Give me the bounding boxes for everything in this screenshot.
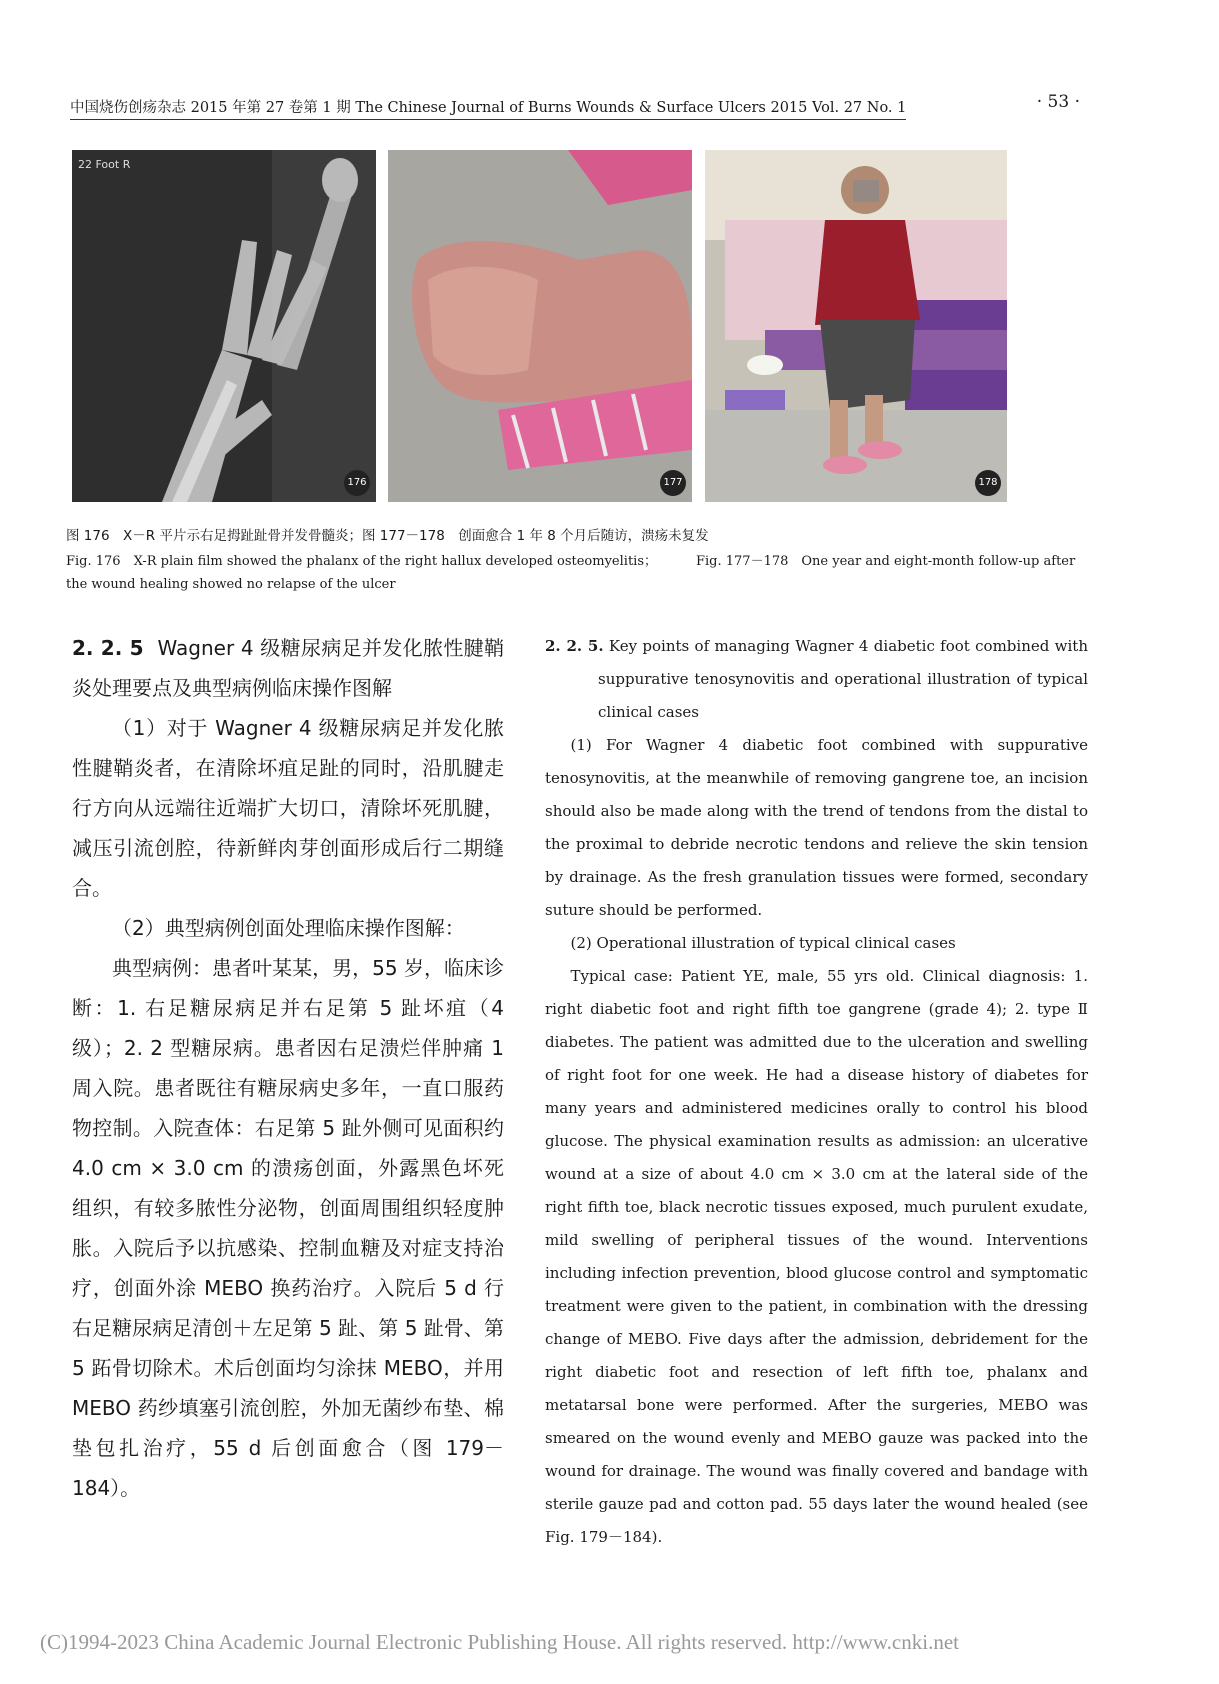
cn-section-heading bbox=[72, 628, 504, 708]
xray-marker: 22 Foot R bbox=[78, 158, 131, 171]
foot-photo-image bbox=[388, 150, 692, 502]
running-header bbox=[70, 92, 1080, 120]
english-column bbox=[545, 630, 1088, 1554]
figure-caption-english bbox=[66, 550, 1086, 596]
figure-178-patient-photo bbox=[705, 150, 1007, 502]
en-paragraph-3: Typical case: Patient YE, male, 55 yrs old. Clinical diagnosis: 1. right diabetic foot and right fifth toe gangrene (grade 4); 2. type Ⅱ diabetes. The patient was admitted due to the ulceration and swelling of right foot for one week. He had a disease history of diabetes for many years and administered medicines orally to control his blood glucose. The physical examination results as admission: an ulcerative wound at a size of about 4.0 cm × 3.0 cm at the lateral side of the right fifth toe, black necrotic tissues exposed, much purulent exudate, mild swelling of peripheral tissues of the wound. Interventions including infection prevention, blood glucose control and symptomatic treatment were given to the patient, in combination with the dressing change of MEBO. Five days after the admission, debridement for the right diabetic foot and resection of left fifth toe, phalanx and metatarsal bone were performed. After the surgeries, MEBO was smeared on the wound evenly and MEBO gauze was packed into the wound for drainage. The wound was finally covered and bandage with sterile gauze pad and cotton pad. 55 days later the wound healed (see Fig. 179－184). bbox=[545, 967, 1088, 1546]
en-paragraph-1: (1) For Wagner 4 diabetic foot combined with suppurative tenosynovitis, at the meanwhile of removing gangrene toe, an incision should also be made along with the trend of tendons from the distal to the proximal to debride necrotic tendons and relieve the skin tension by drainage. As the fresh granulation tissues were formed, secondary suture should be performed. bbox=[545, 736, 1088, 919]
cn-paragraph-1: （1）对于 Wagner 4 级糖尿病足并发化脓性腱鞘炎者，在清除坏疽足趾的同时，沿肌腱走行方向从远端往近端扩大切口，清除坏死肌腱，减压引流创腔，待新鲜肉芽创面形成后行二期缝合。 bbox=[72, 716, 504, 900]
en-section-title: Key points of managing Wagner 4 diabetic foot combined with suppurative tenosynovitis and operational illustration of typical clinical cases bbox=[598, 637, 1088, 721]
figure-number-178: 178 bbox=[975, 470, 1001, 496]
cn-section-title: Wagner 4 级糖尿病足并发化脓性腱鞘炎处理要点及典型病例临床操作图解 bbox=[72, 636, 504, 700]
en-section-number: 2. 2. 5. bbox=[545, 637, 604, 655]
figure-number-176: 176 bbox=[344, 470, 370, 496]
figure-176-xray bbox=[72, 150, 376, 502]
caption-en-fig176: Fig. 176 X-R plain film showed the phalanx of the right hallux developed osteomyelitis； bbox=[66, 554, 657, 569]
en-paragraph-2: (2) Operational illustration of typical clinical cases bbox=[570, 934, 956, 952]
figure-177-foot-photo bbox=[388, 150, 692, 502]
cn-paragraph-3: 典型病例：患者叶某某，男，55 岁，临床诊断：1. 右足糖尿病足并右足第 5 趾坏疽（4 级）；2. 2 型糖尿病。患者因右足溃烂伴肿痛 1 周入院。患者既往有糖尿病史多年，一直口服药物控制。入院查体：右足第 5 趾外侧可见面积约 4.0 cm × 3.0 cm 的溃疡创面，外露黑色坏死组织，有较多脓性分泌物，创面周围组织轻度肿胀。入院后予以抗感染、控制血糖及对症支持治疗，创面外涂 MEBO 换药治疗。入院后 5 d 行右足糖尿病足清创＋左足第 5 趾、第 5 趾骨、第 5 跖骨切除术。术后创面均匀涂抹 MEBO，并用 MEBO 药纱填塞引流创腔，外加无菌纱布垫、棉垫包扎治疗，55 d 后创面愈合（图 179－184）。 bbox=[72, 956, 504, 1500]
journal-title: 中国烧伤创疡杂志 2015 年第 27 卷第 1 期 The Chinese Journal of Burns Wounds & Surface Ulcers 2015 Vol. 27 No. 1 bbox=[70, 96, 906, 120]
copyright-footer: (C)1994-2023 China Academic Journal Electronic Publishing House. All rights reserved. http://www.cnki.net bbox=[40, 1630, 959, 1654]
page-number: · 53 · bbox=[1036, 92, 1080, 112]
cn-paragraph-2: （2）典型病例创面处理临床操作图解： bbox=[112, 916, 465, 940]
patient-photo-image bbox=[705, 150, 1007, 502]
figure-caption-chinese: 图 176 X－R 平片示右足拇趾趾骨并发骨髓炎；图 177－178 创面愈合 1 年 8 个月后随访，溃疡未复发 bbox=[66, 528, 709, 544]
caption-en-fig177-178: Fig. 177－178 One year and eight-month follow-up after the wound healing showed no relapse of the ulcer bbox=[66, 554, 1076, 592]
chinese-column bbox=[72, 628, 504, 1508]
figure-number-177: 177 bbox=[660, 470, 686, 496]
en-section-heading bbox=[545, 630, 1088, 729]
cn-section-number: 2. 2. 5 bbox=[72, 636, 144, 660]
xray-image bbox=[72, 150, 376, 502]
